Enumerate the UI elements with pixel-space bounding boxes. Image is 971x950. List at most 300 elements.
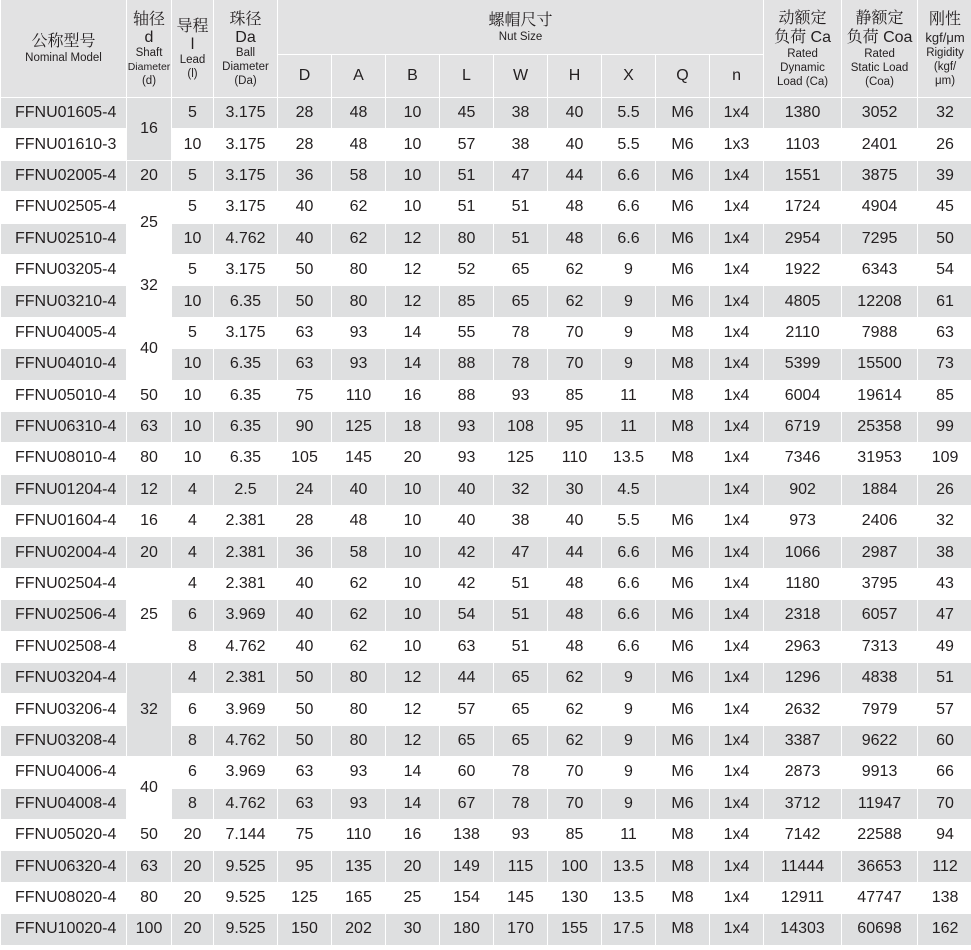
a-cell: 40: [332, 475, 386, 506]
b-cell: 14: [386, 349, 440, 380]
ca-cell: 2318: [764, 600, 842, 631]
l-cell: 55: [440, 318, 494, 349]
model-cell: FFNU06310-4: [1, 412, 127, 443]
shaft-diameter-cell: 20: [127, 537, 172, 568]
da-cell: 3.175: [214, 129, 278, 160]
w-cell: 108: [494, 412, 548, 443]
ca-cell: 5399: [764, 349, 842, 380]
da-cell: 6.35: [214, 349, 278, 380]
a-cell: 62: [332, 632, 386, 663]
l-cell: 88: [440, 381, 494, 412]
lead-cell: 10: [172, 224, 214, 255]
coa-cell: 25358: [842, 412, 918, 443]
w-cell: 38: [494, 506, 548, 537]
ca-cell: 1551: [764, 161, 842, 192]
table-row: [1, 381, 971, 412]
b-cell: 10: [386, 475, 440, 506]
lead-cell: 4: [172, 475, 214, 506]
n-cell: 1x4: [710, 600, 764, 631]
table-row: [1, 192, 971, 223]
lead-cell: 20: [172, 820, 214, 851]
coa-cell: 36653: [842, 851, 918, 882]
b-cell: 12: [386, 694, 440, 725]
d-cell: 50: [278, 663, 332, 694]
lead-cell: 10: [172, 412, 214, 443]
model-cell: FFNU02505-4: [1, 192, 127, 223]
table-row: [1, 412, 971, 443]
shaft-diameter-cell: 25: [127, 192, 172, 255]
coa-cell: 15500: [842, 349, 918, 380]
table-row: [1, 161, 971, 192]
w-cell: 170: [494, 914, 548, 945]
b-cell: 20: [386, 443, 440, 474]
lead-cell: 5: [172, 318, 214, 349]
lead-cell: 8: [172, 632, 214, 663]
w-cell: 51: [494, 569, 548, 600]
ca-cell: 1066: [764, 537, 842, 568]
l-cell: 80: [440, 224, 494, 255]
model-cell: FFNU01604-4: [1, 506, 127, 537]
w-cell: 65: [494, 286, 548, 317]
w-cell: 47: [494, 537, 548, 568]
d-cell: 63: [278, 757, 332, 788]
a-cell: 93: [332, 757, 386, 788]
x-cell: 5.5: [602, 129, 656, 160]
shaft-diameter-cell: 12: [127, 475, 172, 506]
spec-table: [1, 0, 971, 946]
model-cell: FFNU02004-4: [1, 537, 127, 568]
b-cell: 12: [386, 726, 440, 757]
b-cell: 10: [386, 632, 440, 663]
l-cell: 138: [440, 820, 494, 851]
rig-cell: 66: [918, 757, 971, 788]
w-cell: 78: [494, 318, 548, 349]
d-cell: 63: [278, 789, 332, 820]
lead-cell: 6: [172, 757, 214, 788]
w-cell: 65: [494, 726, 548, 757]
da-cell: 3.175: [214, 192, 278, 223]
q-cell: M6: [656, 600, 710, 631]
h-cell: 44: [548, 537, 602, 568]
lead-cell: 10: [172, 129, 214, 160]
coa-cell: 60698: [842, 914, 918, 945]
rig-cell: 138: [918, 883, 971, 914]
h-cell: 155: [548, 914, 602, 945]
n-cell: 1x4: [710, 318, 764, 349]
model-cell: FFNU03210-4: [1, 286, 127, 317]
w-cell: 32: [494, 475, 548, 506]
b-cell: 18: [386, 412, 440, 443]
a-cell: 93: [332, 318, 386, 349]
b-cell: 16: [386, 820, 440, 851]
h-cell: 62: [548, 694, 602, 725]
b-cell: 10: [386, 600, 440, 631]
rig-cell: 26: [918, 129, 971, 160]
shaft-diameter-cell: 50: [127, 381, 172, 412]
q-cell: M6: [656, 161, 710, 192]
b-cell: 10: [386, 569, 440, 600]
coa-cell: 6343: [842, 255, 918, 286]
b-cell: 16: [386, 381, 440, 412]
rig-cell: 54: [918, 255, 971, 286]
coa-cell: 3795: [842, 569, 918, 600]
coa-cell: 12208: [842, 286, 918, 317]
rig-cell: 70: [918, 789, 971, 820]
n-cell: 1x4: [710, 286, 764, 317]
b-cell: 20: [386, 851, 440, 882]
w-cell: 51: [494, 600, 548, 631]
q-cell: [656, 475, 710, 506]
col-lead-header: 导程 l Lead (l): [172, 0, 214, 98]
q-cell: M6: [656, 569, 710, 600]
n-cell: 1x4: [710, 537, 764, 568]
rig-cell: 162: [918, 914, 971, 945]
table-row: [1, 255, 971, 286]
w-cell: 47: [494, 161, 548, 192]
h-cell: 110: [548, 443, 602, 474]
a-cell: 80: [332, 694, 386, 725]
n-cell: 1x4: [710, 694, 764, 725]
table-row: [1, 914, 971, 945]
a-cell: 80: [332, 255, 386, 286]
x-cell: 9: [602, 757, 656, 788]
q-cell: M8: [656, 443, 710, 474]
model-cell: FFNU01605-4: [1, 98, 127, 129]
rig-cell: 43: [918, 569, 971, 600]
coa-cell: 1884: [842, 475, 918, 506]
n-cell: 1x4: [710, 632, 764, 663]
n-cell: 1x4: [710, 663, 764, 694]
h-cell: 62: [548, 255, 602, 286]
model-cell: FFNU04005-4: [1, 318, 127, 349]
ca-cell: 11444: [764, 851, 842, 882]
lead-cell: 10: [172, 381, 214, 412]
h-cell: 62: [548, 726, 602, 757]
h-cell: 70: [548, 789, 602, 820]
ca-cell: 2632: [764, 694, 842, 725]
x-cell: 17.5: [602, 914, 656, 945]
d-cell: 95: [278, 851, 332, 882]
rig-cell: 45: [918, 192, 971, 223]
ca-cell: 7346: [764, 443, 842, 474]
da-cell: 2.381: [214, 569, 278, 600]
rig-cell: 39: [918, 161, 971, 192]
coa-cell: 2406: [842, 506, 918, 537]
nut-size-header: 螺帽尺寸 Nut Size: [278, 0, 764, 55]
model-cell: FFNU03205-4: [1, 255, 127, 286]
a-cell: 93: [332, 349, 386, 380]
b-cell: 10: [386, 98, 440, 129]
h-cell: 40: [548, 129, 602, 160]
l-cell: 42: [440, 537, 494, 568]
b-cell: 10: [386, 192, 440, 223]
d-cell: 150: [278, 914, 332, 945]
q-cell: M6: [656, 663, 710, 694]
table-row: [1, 851, 971, 882]
ca-cell: 1296: [764, 663, 842, 694]
h-cell: 62: [548, 286, 602, 317]
h-cell: 48: [548, 632, 602, 663]
l-cell: 57: [440, 129, 494, 160]
ca-cell: 973: [764, 506, 842, 537]
n-cell: 1x4: [710, 349, 764, 380]
coa-cell: 7295: [842, 224, 918, 255]
x-cell: 6.6: [602, 537, 656, 568]
h-cell: 40: [548, 506, 602, 537]
q-cell: M8: [656, 381, 710, 412]
col-model-header: 公称型号 Nominal Model: [1, 0, 127, 98]
x-cell: 6.6: [602, 632, 656, 663]
d-cell: 50: [278, 255, 332, 286]
n-cell: 1x4: [710, 851, 764, 882]
coa-cell: 7988: [842, 318, 918, 349]
rig-cell: 32: [918, 98, 971, 129]
da-cell: 2.5: [214, 475, 278, 506]
da-cell: 3.175: [214, 318, 278, 349]
da-cell: 3.969: [214, 600, 278, 631]
q-cell: M6: [656, 757, 710, 788]
n-cell: 1x4: [710, 255, 764, 286]
ca-cell: 7142: [764, 820, 842, 851]
ca-cell: 1724: [764, 192, 842, 223]
a-cell: 48: [332, 129, 386, 160]
h-cell: 100: [548, 851, 602, 882]
a-cell: 62: [332, 192, 386, 223]
da-cell: 4.762: [214, 632, 278, 663]
coa-cell: 47747: [842, 883, 918, 914]
q-cell: M8: [656, 883, 710, 914]
a-cell: 62: [332, 569, 386, 600]
h-cell: 48: [548, 569, 602, 600]
lead-cell: 4: [172, 537, 214, 568]
h-cell: 70: [548, 349, 602, 380]
q-cell: M8: [656, 349, 710, 380]
rig-cell: 60: [918, 726, 971, 757]
a-cell: 145: [332, 443, 386, 474]
q-cell: M6: [656, 632, 710, 663]
h-cell: 85: [548, 820, 602, 851]
da-cell: 6.35: [214, 412, 278, 443]
a-cell: 93: [332, 789, 386, 820]
lead-cell: 8: [172, 726, 214, 757]
ca-cell: 902: [764, 475, 842, 506]
l-cell: 93: [440, 412, 494, 443]
a-cell: 202: [332, 914, 386, 945]
d-cell: 36: [278, 537, 332, 568]
w-cell: 65: [494, 694, 548, 725]
model-cell: FFNU06320-4: [1, 851, 127, 882]
da-cell: 7.144: [214, 820, 278, 851]
lead-cell: 6: [172, 600, 214, 631]
w-cell: 125: [494, 443, 548, 474]
ca-cell: 1922: [764, 255, 842, 286]
h-cell: 48: [548, 192, 602, 223]
n-cell: 1x3: [710, 129, 764, 160]
model-cell: FFNU03206-4: [1, 694, 127, 725]
d-cell: 28: [278, 506, 332, 537]
shaft-diameter-cell: 40: [127, 757, 172, 820]
l-cell: 149: [440, 851, 494, 882]
model-cell: FFNU05010-4: [1, 381, 127, 412]
l-cell: 42: [440, 569, 494, 600]
d-cell: 75: [278, 820, 332, 851]
nut-col-header-d: D: [278, 55, 332, 98]
ca-cell: 2110: [764, 318, 842, 349]
x-cell: 9: [602, 789, 656, 820]
d-cell: 105: [278, 443, 332, 474]
q-cell: M6: [656, 506, 710, 537]
shaft-diameter-cell: 40: [127, 318, 172, 381]
l-cell: 40: [440, 506, 494, 537]
w-cell: 115: [494, 851, 548, 882]
a-cell: 80: [332, 726, 386, 757]
x-cell: 11: [602, 820, 656, 851]
coa-cell: 9913: [842, 757, 918, 788]
rig-cell: 57: [918, 694, 971, 725]
col-static-load-header: 静额定 负荷 Coa Rated Static Load (Coa): [842, 0, 918, 98]
h-cell: 30: [548, 475, 602, 506]
table-row: [1, 663, 971, 694]
coa-cell: 7979: [842, 694, 918, 725]
table-row: [1, 883, 971, 914]
n-cell: 1x4: [710, 757, 764, 788]
q-cell: M6: [656, 224, 710, 255]
x-cell: 13.5: [602, 851, 656, 882]
w-cell: 145: [494, 883, 548, 914]
lead-cell: 5: [172, 98, 214, 129]
rig-cell: 109: [918, 443, 971, 474]
a-cell: 135: [332, 851, 386, 882]
h-cell: 48: [548, 224, 602, 255]
w-cell: 51: [494, 192, 548, 223]
d-cell: 28: [278, 98, 332, 129]
da-cell: 9.525: [214, 851, 278, 882]
q-cell: M8: [656, 412, 710, 443]
coa-cell: 2987: [842, 537, 918, 568]
q-cell: M8: [656, 851, 710, 882]
d-cell: 50: [278, 286, 332, 317]
n-cell: 1x4: [710, 914, 764, 945]
x-cell: 5.5: [602, 506, 656, 537]
l-cell: 40: [440, 475, 494, 506]
h-cell: 44: [548, 161, 602, 192]
lead-cell: 6: [172, 694, 214, 725]
d-cell: 28: [278, 129, 332, 160]
ca-cell: 6719: [764, 412, 842, 443]
nut-col-header-l: L: [440, 55, 494, 98]
rig-cell: 99: [918, 412, 971, 443]
coa-cell: 3052: [842, 98, 918, 129]
l-cell: 60: [440, 757, 494, 788]
ca-cell: 12911: [764, 883, 842, 914]
rig-cell: 61: [918, 286, 971, 317]
l-cell: 65: [440, 726, 494, 757]
x-cell: 6.6: [602, 161, 656, 192]
d-cell: 63: [278, 318, 332, 349]
w-cell: 78: [494, 349, 548, 380]
model-cell: FFNU03208-4: [1, 726, 127, 757]
model-cell: FFNU08020-4: [1, 883, 127, 914]
table-row: [1, 820, 971, 851]
h-cell: 48: [548, 600, 602, 631]
coa-cell: 4904: [842, 192, 918, 223]
ca-cell: 1180: [764, 569, 842, 600]
n-cell: 1x4: [710, 443, 764, 474]
da-cell: 3.969: [214, 757, 278, 788]
q-cell: M6: [656, 192, 710, 223]
table-row: [1, 506, 971, 537]
model-cell: FFNU02506-4: [1, 600, 127, 631]
w-cell: 38: [494, 129, 548, 160]
da-cell: 6.35: [214, 381, 278, 412]
lead-cell: 20: [172, 851, 214, 882]
l-cell: 85: [440, 286, 494, 317]
model-cell: FFNU02508-4: [1, 632, 127, 663]
ca-cell: 3712: [764, 789, 842, 820]
n-cell: 1x4: [710, 820, 764, 851]
n-cell: 1x4: [710, 789, 764, 820]
ca-cell: 2954: [764, 224, 842, 255]
n-cell: 1x4: [710, 475, 764, 506]
w-cell: 38: [494, 98, 548, 129]
ca-cell: 1103: [764, 129, 842, 160]
n-cell: 1x4: [710, 161, 764, 192]
x-cell: 11: [602, 381, 656, 412]
d-cell: 40: [278, 224, 332, 255]
ca-cell: 4805: [764, 286, 842, 317]
d-cell: 40: [278, 632, 332, 663]
d-cell: 40: [278, 600, 332, 631]
lead-cell: 20: [172, 914, 214, 945]
lead-cell: 8: [172, 789, 214, 820]
h-cell: 95: [548, 412, 602, 443]
b-cell: 12: [386, 663, 440, 694]
x-cell: 6.6: [602, 192, 656, 223]
h-cell: 130: [548, 883, 602, 914]
coa-cell: 4838: [842, 663, 918, 694]
n-cell: 1x4: [710, 726, 764, 757]
model-cell: FFNU01204-4: [1, 475, 127, 506]
rig-cell: 38: [918, 537, 971, 568]
da-cell: 3.969: [214, 694, 278, 725]
x-cell: 4.5: [602, 475, 656, 506]
w-cell: 51: [494, 632, 548, 663]
x-cell: 9: [602, 349, 656, 380]
coa-cell: 31953: [842, 443, 918, 474]
l-cell: 180: [440, 914, 494, 945]
shaft-diameter-cell: 63: [127, 412, 172, 443]
rig-cell: 73: [918, 349, 971, 380]
l-cell: 63: [440, 632, 494, 663]
b-cell: 25: [386, 883, 440, 914]
shaft-diameter-cell: 100: [127, 914, 172, 945]
da-cell: 4.762: [214, 789, 278, 820]
q-cell: M6: [656, 694, 710, 725]
l-cell: 67: [440, 789, 494, 820]
w-cell: 93: [494, 381, 548, 412]
rig-cell: 94: [918, 820, 971, 851]
x-cell: 9: [602, 255, 656, 286]
rig-cell: 51: [918, 663, 971, 694]
d-cell: 24: [278, 475, 332, 506]
table-row: [1, 757, 971, 788]
l-cell: 54: [440, 600, 494, 631]
shaft-diameter-cell: 32: [127, 663, 172, 757]
h-cell: 85: [548, 381, 602, 412]
model-cell: FFNU04010-4: [1, 349, 127, 380]
lead-cell: 10: [172, 286, 214, 317]
ca-cell: 3387: [764, 726, 842, 757]
